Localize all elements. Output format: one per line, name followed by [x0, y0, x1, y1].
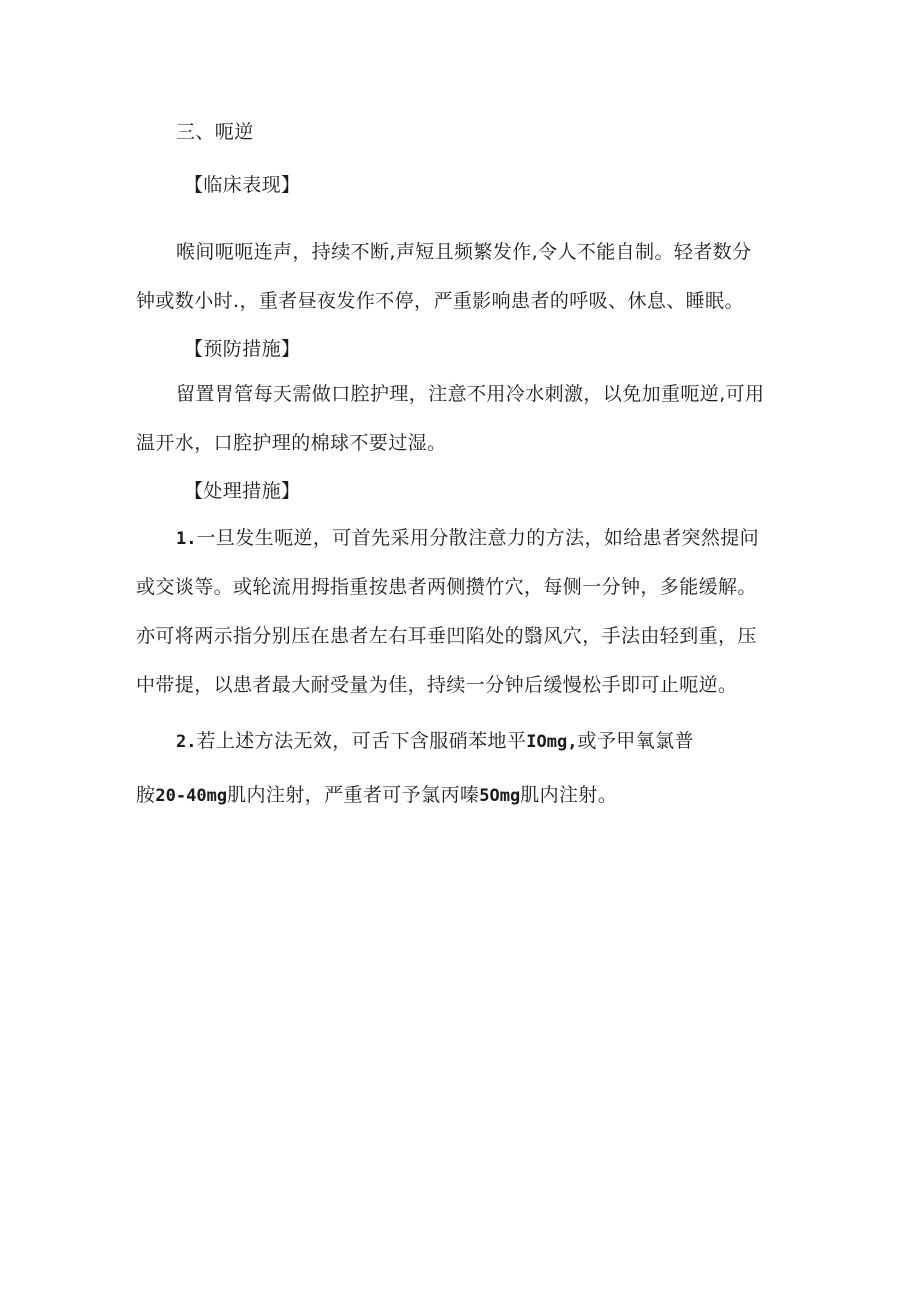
item-2-text-d: 肌内注射，严重者可予氯丙嗪 — [227, 784, 480, 806]
treatment-item-1-line-1 — [176, 526, 759, 551]
treatment-item-1-line-2: 或交谈等。或轮流用拇指重按患者两侧攒竹穴，每侧一分钟，多能缓解。 — [136, 576, 757, 598]
item-2-number: 2. — [176, 732, 197, 752]
treatment-item-1-line-3: 亦可将两示指分别压在患者左右耳垂凹陷处的翳风穴，手法由轻到重，压 — [136, 625, 757, 647]
clinical-heading: 【临床表现】 — [184, 174, 301, 196]
item-2-text-c: 胺 — [136, 784, 156, 806]
clinical-text-line-1: 喉间呃呃连声，持续不断,声短且频繁发作,令人不能自制。轻者数分 — [176, 241, 752, 263]
item-1-text: 一旦发生呃逆，可首先采用分散注意力的方法，如给患者突然提问 — [196, 527, 760, 549]
dose-chlorpromazine: 5Omg — [479, 786, 521, 806]
item-1-number: 1. — [176, 529, 197, 549]
section-title: 三、呃逆 — [176, 121, 254, 143]
treatment-item-2-line-2 — [136, 783, 617, 808]
clinical-text-line-2: 钟或数小时.，重者昼夜发作不停，严重影响患者的呼吸、休息、睡眠。 — [136, 290, 744, 312]
item-2-text-b: 或予甲氧氯普 — [577, 730, 694, 752]
dose-nifedipine: IOmg, — [526, 732, 578, 752]
treatment-item-1-line-4: 中带提，以患者最大耐受量为佳，持续一分钟后缓慢松手即可止呃逆。 — [136, 674, 738, 696]
treatment-item-2-line-1 — [176, 729, 694, 754]
prevention-heading: 【预防措施】 — [184, 338, 301, 360]
prevention-text-line-1: 留置胃管每天需做口腔护理，注意不用冷水刺激，以免加重呃逆,可用 — [176, 383, 765, 405]
item-2-text-a: 若上述方法无效，可舌下含服硝苯地平 — [196, 730, 527, 752]
item-2-text-e: 肌内注射。 — [520, 784, 618, 806]
treatment-heading: 【处理措施】 — [184, 480, 301, 502]
prevention-text-line-2: 温开水，口腔护理的棉球不要过湿。 — [136, 432, 447, 454]
dose-metoclopramide: 20-40mg — [155, 786, 228, 806]
